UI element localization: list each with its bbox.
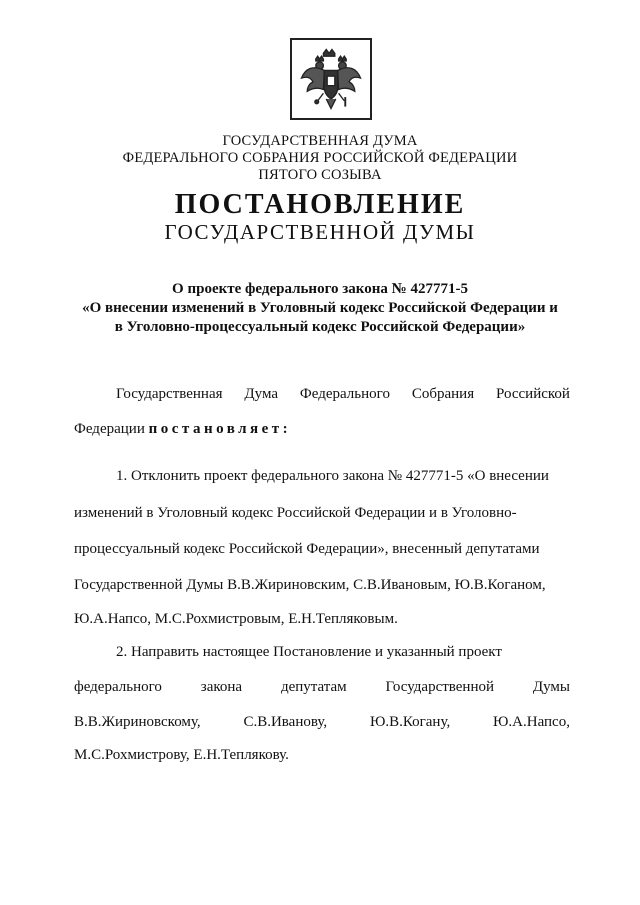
- item2-word: С.В.Иванову,: [243, 714, 328, 730]
- item1-line1: 1. Отклонить проект федерального закона № 427771-5 «О внесении: [116, 468, 549, 484]
- item2-word: федерального: [74, 679, 162, 695]
- subject-line2: «О внесении изменений в Уголовный кодекс Российской Федерации и: [82, 300, 558, 316]
- item1-line3: процессуальный кодекс Российской Федерации», внесенный депутатами: [74, 541, 540, 557]
- item1-line2: изменений в Уголовный кодекс Российской Федерации и в Уголовно-: [74, 505, 517, 521]
- convocation-line: ПЯТОГО СОЗЫВА: [258, 167, 382, 183]
- preamble-word: Дума: [244, 386, 279, 402]
- item2-line1: 2. Направить настоящее Постановление и указанный проект: [116, 644, 502, 660]
- preamble-word: Собрания: [411, 386, 475, 402]
- item2-word: Государственной: [385, 679, 495, 695]
- preamble-word: Федерального: [299, 386, 390, 402]
- preamble-text: Федерации: [74, 421, 149, 437]
- item2-line4: М.С.Рохмистрову, Е.Н.Теплякову.: [74, 747, 289, 763]
- document-issuer-subtitle: ГОСУДАРСТВЕННОЙ ДУМЫ: [164, 220, 476, 244]
- coat-of-arms-emblem: [290, 38, 372, 120]
- item2-word: закона: [200, 679, 243, 695]
- preamble-word: Российской: [496, 386, 570, 402]
- item1-line5: Ю.А.Напсо, М.С.Рохмистровым, Е.Н.Тепляковым.: [74, 611, 398, 627]
- item2-word: депутатам: [280, 679, 347, 695]
- preamble-line1: [116, 384, 570, 404]
- double-headed-eagle-icon: [292, 40, 370, 118]
- item1-line4: Государственной Думы В.В.Жириновским, С.В.Ивановым, Ю.В.Коганом,: [74, 577, 546, 593]
- issuer-name-line2: ФЕДЕРАЛЬНОГО СОБРАНИЯ РОССИЙСКОЙ ФЕДЕРАЦИИ: [122, 150, 518, 166]
- preamble-line2: [74, 419, 291, 439]
- item2-word: В.В.Жириновскому,: [74, 714, 201, 730]
- resolves-keyword: постановляет:: [148, 421, 292, 437]
- document-type-title: ПОСТАНОВЛЕНИЕ: [174, 189, 466, 220]
- preamble-word: Государственная: [116, 386, 223, 402]
- item2-line2: [74, 677, 570, 697]
- item2-word: Думы: [532, 679, 570, 695]
- issuer-name-line1: ГОСУДАРСТВЕННАЯ ДУМА: [222, 133, 418, 149]
- subject-line1: О проекте федерального закона № 427771-5: [172, 281, 468, 297]
- item2-word: Ю.В.Когану,: [369, 714, 451, 730]
- item2-line3: [74, 712, 570, 732]
- item2-word: Ю.А.Напсо,: [492, 714, 570, 730]
- subject-line3: в Уголовно-процессуальный кодекс Российской Федерации»: [114, 319, 526, 335]
